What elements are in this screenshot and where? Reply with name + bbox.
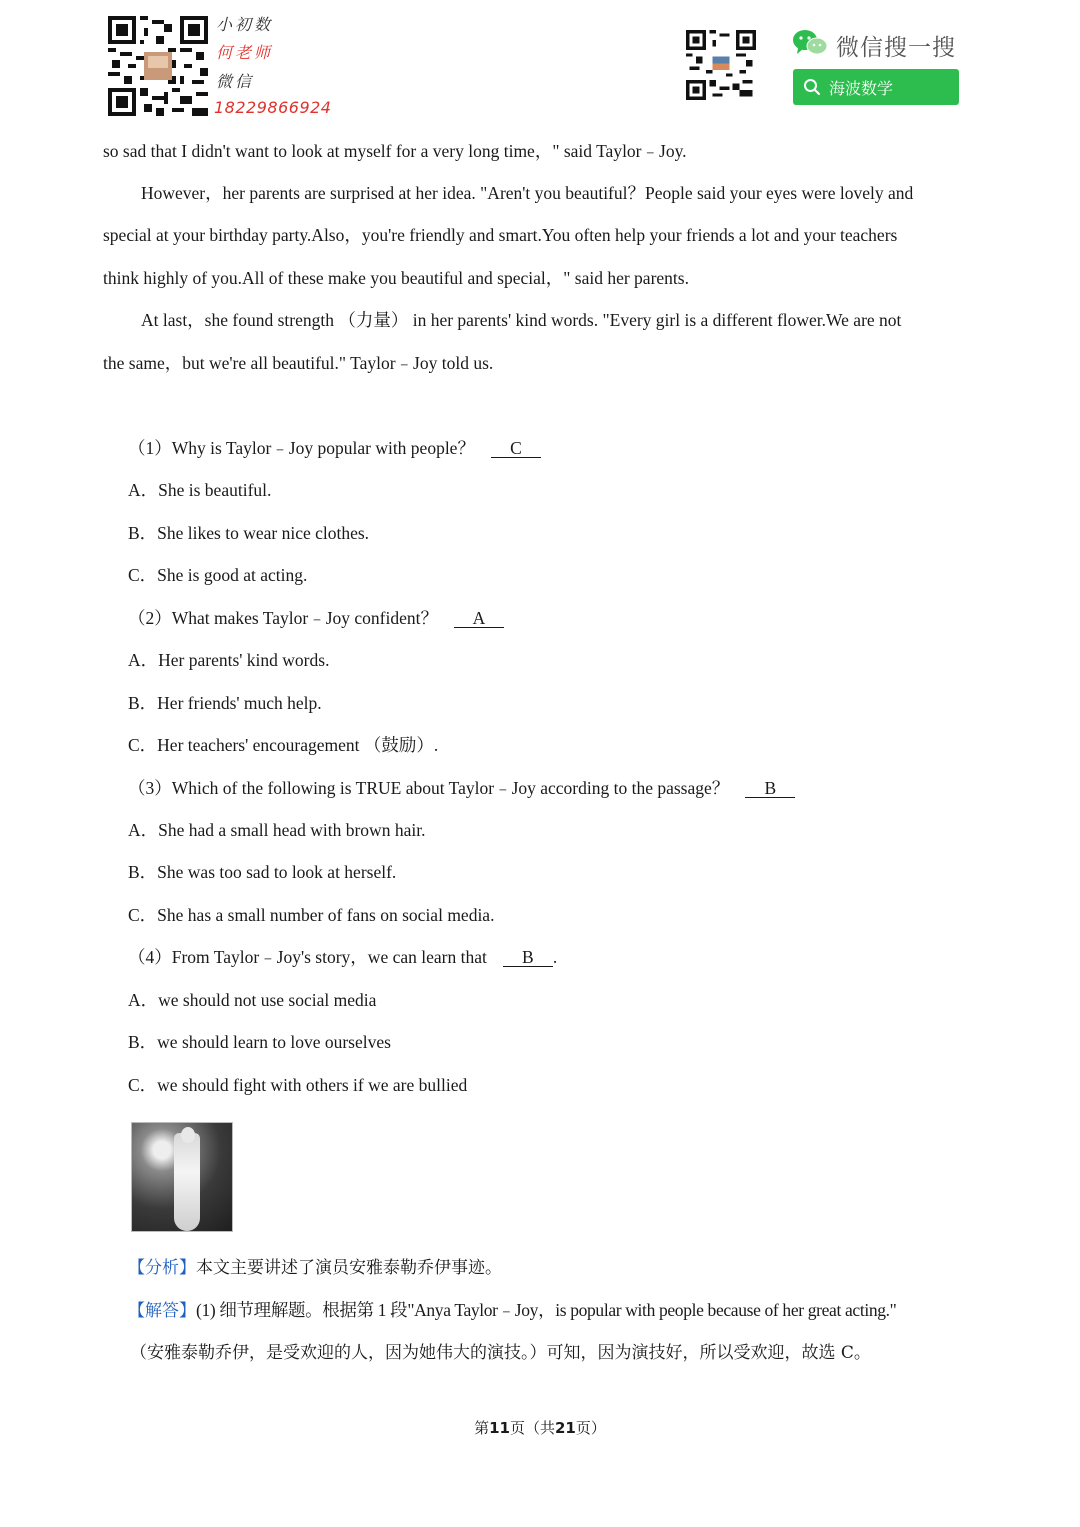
footer-middle: 页（共 bbox=[509, 1419, 555, 1437]
option-4c: C．we should fight with others if we are bullied bbox=[128, 1075, 468, 1095]
question-4 bbox=[128, 946, 557, 968]
passage-p2-line-3: think highly of you.All of these make you beautiful and special，" said her parents. bbox=[103, 268, 689, 288]
search-button-label: 海波数学 bbox=[829, 78, 894, 98]
option-1b: B．She likes to wear nice clothes. bbox=[128, 523, 370, 543]
solution-text-1: (1) 细节理解题。根据第 1 段"Anya Taylor﹣Joy，is popular with people because of her great acting." bbox=[196, 1300, 897, 1320]
question-stem: （2）What makes Taylor﹣Joy confident？ bbox=[128, 608, 438, 628]
handwriting-line-1: 小初数 bbox=[216, 15, 274, 34]
option-1c: C．She is good at acting. bbox=[128, 565, 308, 585]
option-3a: A．She had a small head with brown hair. bbox=[128, 820, 426, 840]
answer-blank: C bbox=[491, 439, 541, 458]
question-1 bbox=[128, 437, 541, 459]
option-2b: B．Her friends' much help. bbox=[128, 693, 322, 713]
wechat-search-button[interactable] bbox=[793, 69, 959, 105]
handwriting-line-3: 微信 bbox=[216, 72, 255, 91]
answer-blank: B bbox=[745, 779, 795, 798]
option-1a: A．She is beautiful. bbox=[128, 480, 272, 500]
solution-line-1 bbox=[128, 1299, 896, 1322]
option-4b: B．we should learn to love ourselves bbox=[128, 1032, 391, 1052]
passage-p2-line-2: special at your birthday party.Also，you're friendly and smart.You often help your friends a lot and your teachers bbox=[103, 225, 898, 245]
handwriting-line-2: 何老师 bbox=[216, 43, 274, 62]
question-suffix: . bbox=[552, 947, 558, 967]
wechat-search-label: 微信搜一搜 bbox=[836, 35, 956, 61]
passage-p2-line-1: However，her parents are surprised at her idea. "Aren't you beautiful？People said your eyes were lovely and bbox=[141, 183, 914, 203]
answer-blank: A bbox=[454, 609, 504, 628]
passage-line-1: so sad that I didn't want to look at myself for a very long time，" said Taylor﹣Joy. bbox=[103, 141, 687, 161]
total-pages: 21 bbox=[555, 1419, 576, 1437]
handwriting-phone: 18229866924 bbox=[214, 98, 332, 117]
option-2a: A．Her parents' kind words. bbox=[128, 650, 330, 670]
option-3b: B．She was too sad to look at herself. bbox=[128, 862, 397, 882]
passage-p3-line-1: At last，she found strength （力量） in her parents' kind words. "Every girl is a different flower.We are not bbox=[141, 310, 902, 330]
option-4a: A．we should not use social media bbox=[128, 990, 377, 1010]
question-stem: （3）Which of the following is TRUE about Taylor﹣Joy according to the passage？ bbox=[128, 778, 730, 798]
question-stem: （4）From Taylor﹣Joy's story，we can learn that bbox=[128, 947, 487, 967]
wechat-logo-icon bbox=[792, 28, 828, 58]
passage-p3-line-2: the same，but we're all beautiful." Taylor﹣Joy told us. bbox=[103, 353, 494, 373]
option-2c: C．Her teachers' encouragement （鼓励）. bbox=[128, 735, 439, 755]
search-icon bbox=[803, 78, 821, 96]
analysis-line bbox=[128, 1256, 502, 1279]
qr-code-left bbox=[108, 16, 208, 116]
analysis-label: 【分析】 bbox=[128, 1258, 196, 1278]
actress-photo bbox=[131, 1122, 233, 1232]
solution-label: 【解答】 bbox=[128, 1301, 196, 1321]
question-2 bbox=[128, 607, 504, 629]
solution-line-2: （安雅泰勒乔伊，是受欢迎的人，因为她伟大的演技。）可知，因为演技好，所以受欢迎，故选 C。 bbox=[130, 1343, 871, 1363]
page-number: 11 bbox=[489, 1419, 510, 1437]
option-3c: C．She has a small number of fans on social media. bbox=[128, 905, 495, 925]
question-3 bbox=[128, 777, 795, 799]
qr-code-right bbox=[686, 30, 756, 100]
answer-blank: B bbox=[503, 948, 553, 967]
page-footer bbox=[0, 1417, 1080, 1438]
footer-suffix: 页） bbox=[575, 1419, 606, 1437]
question-stem: （1）Why is Taylor﹣Joy popular with people？ bbox=[128, 438, 475, 458]
analysis-text: 本文主要讲述了演员安雅泰勒乔伊事迹。 bbox=[196, 1258, 502, 1278]
footer-prefix: 第 bbox=[474, 1419, 490, 1437]
